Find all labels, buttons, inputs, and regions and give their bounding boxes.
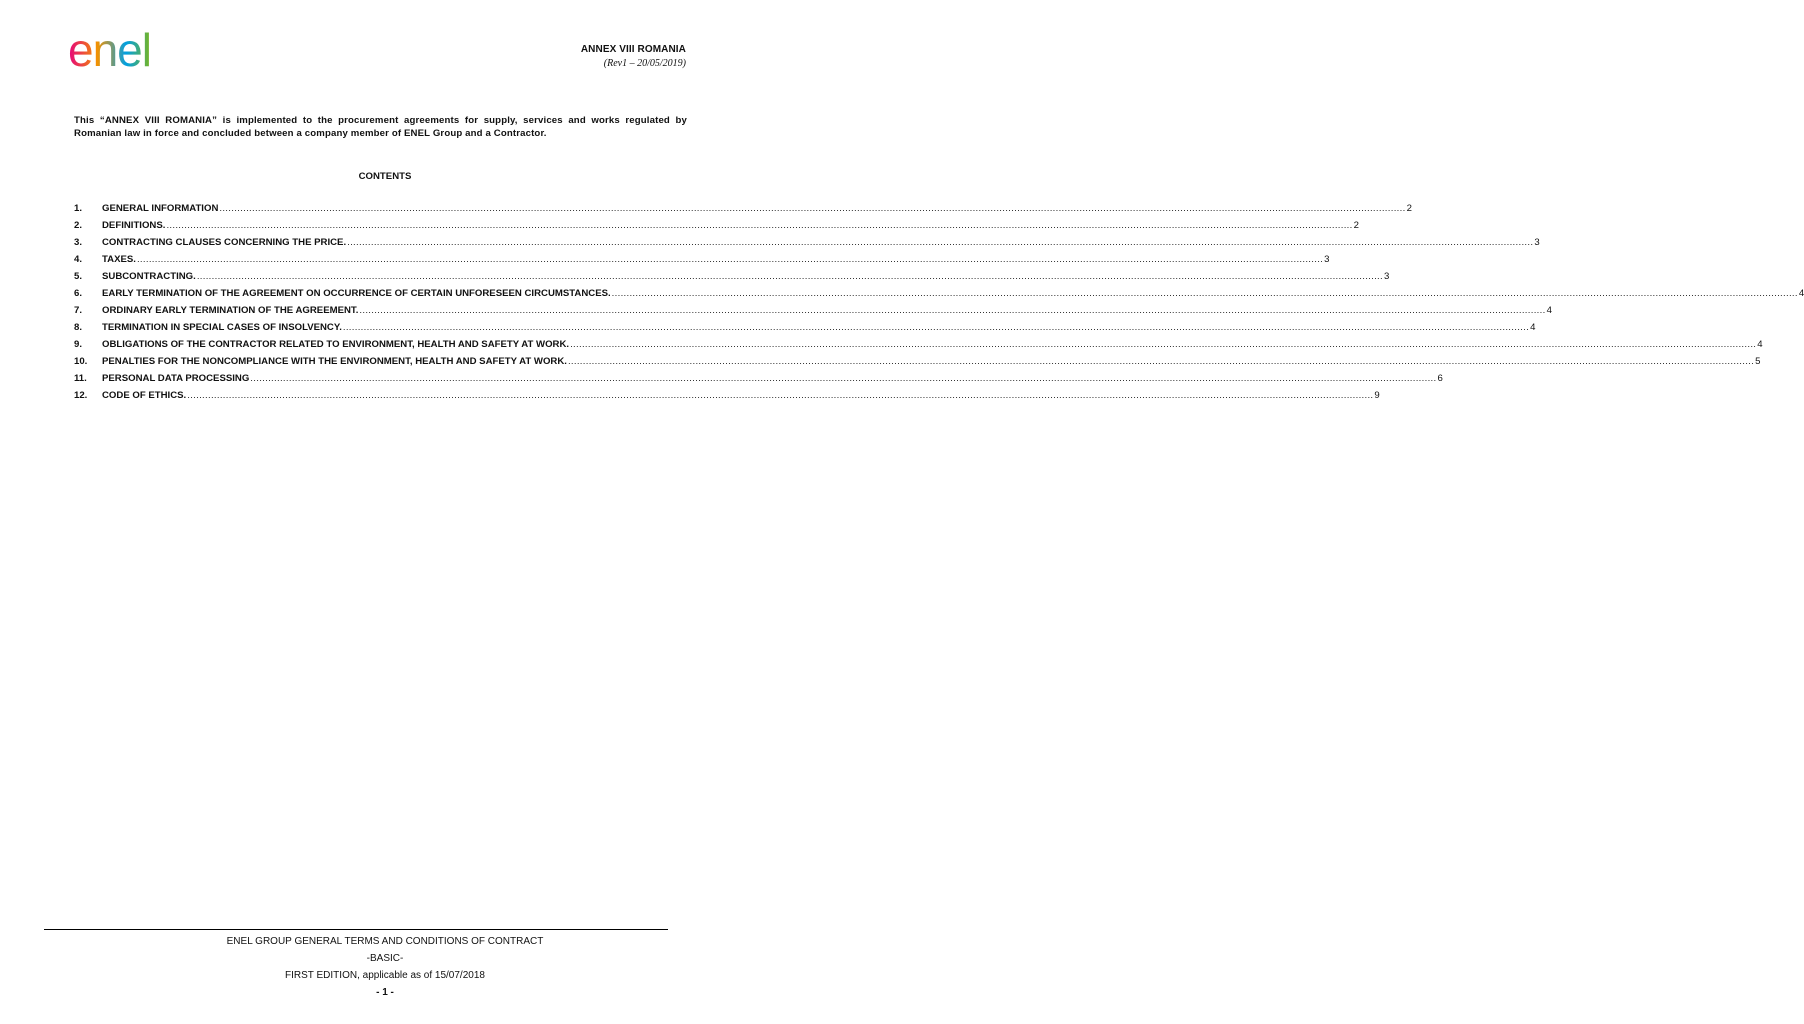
toc-entry-number: 3. bbox=[74, 237, 83, 248]
toc-entry-title[interactable]: DEFINITIONS. bbox=[102, 220, 166, 231]
toc-entry-page: 6 bbox=[1437, 373, 1443, 384]
toc-entry[interactable] bbox=[74, 220, 1359, 237]
logo-text: enel bbox=[68, 24, 151, 76]
toc-leader-dots: ................................................................................................................................................................................................................................................................................................................................................................................................................ bbox=[359, 305, 1546, 316]
toc-entry-title[interactable]: PERSONAL DATA PROCESSING bbox=[102, 373, 250, 384]
toc-entry-number: 10. bbox=[74, 356, 88, 367]
toc-entry-page: 3 bbox=[1324, 254, 1330, 265]
toc-entry[interactable] bbox=[74, 254, 1330, 271]
annex-revision: (Rev1 – 20/05/2019) bbox=[603, 58, 686, 69]
toc-entry-number: 6. bbox=[74, 288, 83, 299]
toc-entry-title[interactable]: TERMINATION IN SPECIAL CASES OF INSOLVENCY. bbox=[102, 322, 342, 333]
footer-line-1: ENEL GROUP GENERAL TERMS AND CONDITIONS OF CONTRACT bbox=[226, 936, 544, 947]
footer-line-3: FIRST EDITION, applicable as of 15/07/2018 bbox=[285, 970, 485, 981]
toc-entry-title[interactable]: PENALTIES FOR THE NONCOMPLIANCE WITH THE ENVIRONMENT, HEALTH AND SAFETY AT WORK. bbox=[102, 356, 567, 367]
page-footer bbox=[0, 933, 770, 1001]
toc-leader-dots: ................................................................................................................................................................................................................................................................................................................................................................................................................ bbox=[166, 220, 1353, 231]
intro-paragraph: This “ANNEX VIII ROMANIA” is implemented to the procurement agreements for supply, services and works regulated by Romanian law in force and concluded between a company member of ENEL Group and a Contractor. bbox=[74, 115, 687, 139]
toc-entry-page: 2 bbox=[1406, 203, 1412, 214]
toc-entry-number: 7. bbox=[74, 305, 83, 316]
footer-divider bbox=[44, 929, 668, 930]
toc-entry[interactable] bbox=[74, 271, 1390, 288]
toc-entry-number: 11. bbox=[74, 373, 87, 384]
toc-entry-page: 4 bbox=[1546, 305, 1552, 316]
toc-entry-number: 2. bbox=[74, 220, 83, 231]
toc-entry-number: 12. bbox=[74, 390, 88, 401]
toc-entry[interactable] bbox=[74, 373, 1443, 390]
toc-entry-page: 3 bbox=[1384, 271, 1390, 282]
toc-leader-dots: ................................................................................................................................................................................................................................................................................................................................................................................................................ bbox=[347, 237, 1534, 248]
toc-entry-number: 5. bbox=[74, 271, 83, 282]
toc-entry-page: 4 bbox=[1757, 339, 1763, 350]
toc-entry[interactable] bbox=[74, 322, 1536, 339]
toc-entry-number: 8. bbox=[74, 322, 83, 333]
toc-entry-number: 4. bbox=[74, 254, 83, 265]
toc-leader-dots: ................................................................................................................................................................................................................................................................................................................................................................................................................ bbox=[219, 203, 1406, 214]
contents-title: CONTENTS bbox=[358, 171, 412, 182]
toc-leader-dots: ................................................................................................................................................................................................................................................................................................................................................................................................................ bbox=[250, 373, 1437, 384]
toc-entry[interactable] bbox=[74, 288, 1804, 305]
toc-entry[interactable] bbox=[74, 356, 1761, 373]
toc-entry-title[interactable]: CONTRACTING CLAUSES CONCERNING THE PRICE. bbox=[102, 237, 347, 248]
enel-logo bbox=[68, 24, 196, 76]
toc-entry-page: 9 bbox=[1374, 390, 1380, 401]
annex-header bbox=[581, 44, 686, 69]
toc-entry[interactable] bbox=[74, 203, 1412, 220]
toc-entry-number: 1. bbox=[74, 203, 83, 214]
toc-entry[interactable] bbox=[74, 305, 1552, 322]
toc-entry[interactable] bbox=[74, 339, 1763, 356]
toc-leader-dots: ................................................................................................................................................................................................................................................................................................................................................................................................................ bbox=[136, 254, 1324, 265]
toc-entry-page: 2 bbox=[1353, 220, 1359, 231]
toc-entry-title[interactable]: TAXES. bbox=[102, 254, 136, 265]
toc-entry-title[interactable]: EARLY TERMINATION OF THE AGREEMENT ON OCCURRENCE OF CERTAIN UNFORESEEN CIRCUMSTANCES. bbox=[102, 288, 611, 299]
toc-entry-title[interactable]: OBLIGATIONS OF THE CONTRACTOR RELATED TO ENVIRONMENT, HEALTH AND SAFETY AT WORK. bbox=[102, 339, 570, 350]
toc-leader-dots: ................................................................................................................................................................................................................................................................................................................................................................................................................ bbox=[567, 356, 1755, 367]
toc-leader-dots: ................................................................................................................................................................................................................................................................................................................................................................................................................ bbox=[187, 390, 1374, 401]
toc-leader-dots: ................................................................................................................................................................................................................................................................................................................................................................................................................ bbox=[342, 322, 1530, 333]
toc-entry-number: 9. bbox=[74, 339, 83, 350]
toc-entry-title[interactable]: GENERAL INFORMATION bbox=[102, 203, 219, 214]
toc-entry-page: 4 bbox=[1798, 288, 1804, 299]
toc-leader-dots: ................................................................................................................................................................................................................................................................................................................................................................................................................ bbox=[196, 271, 1383, 282]
toc-entry-title[interactable]: CODE OF ETHICS. bbox=[102, 390, 187, 401]
toc-entry-page: 5 bbox=[1755, 356, 1761, 367]
toc-entry[interactable] bbox=[74, 390, 1380, 407]
annex-title: ANNEX VIII ROMANIA bbox=[580, 44, 686, 55]
toc-leader-dots: ................................................................................................................................................................................................................................................................................................................................................................................................................ bbox=[611, 288, 1798, 299]
page-number: - 1 - bbox=[376, 987, 394, 998]
toc-entry[interactable] bbox=[74, 237, 1540, 254]
toc-entry-title[interactable]: SUBCONTRACTING. bbox=[102, 271, 196, 282]
toc-entry-title[interactable]: ORDINARY EARLY TERMINATION OF THE AGREEMENT. bbox=[102, 305, 359, 316]
toc-leader-dots: ................................................................................................................................................................................................................................................................................................................................................................................................................ bbox=[570, 339, 1757, 350]
toc-entry-page: 4 bbox=[1530, 322, 1536, 333]
footer-line-2: -BASIC- bbox=[366, 953, 404, 964]
toc-entry-page: 3 bbox=[1534, 237, 1540, 248]
table-of-contents bbox=[74, 203, 1804, 407]
